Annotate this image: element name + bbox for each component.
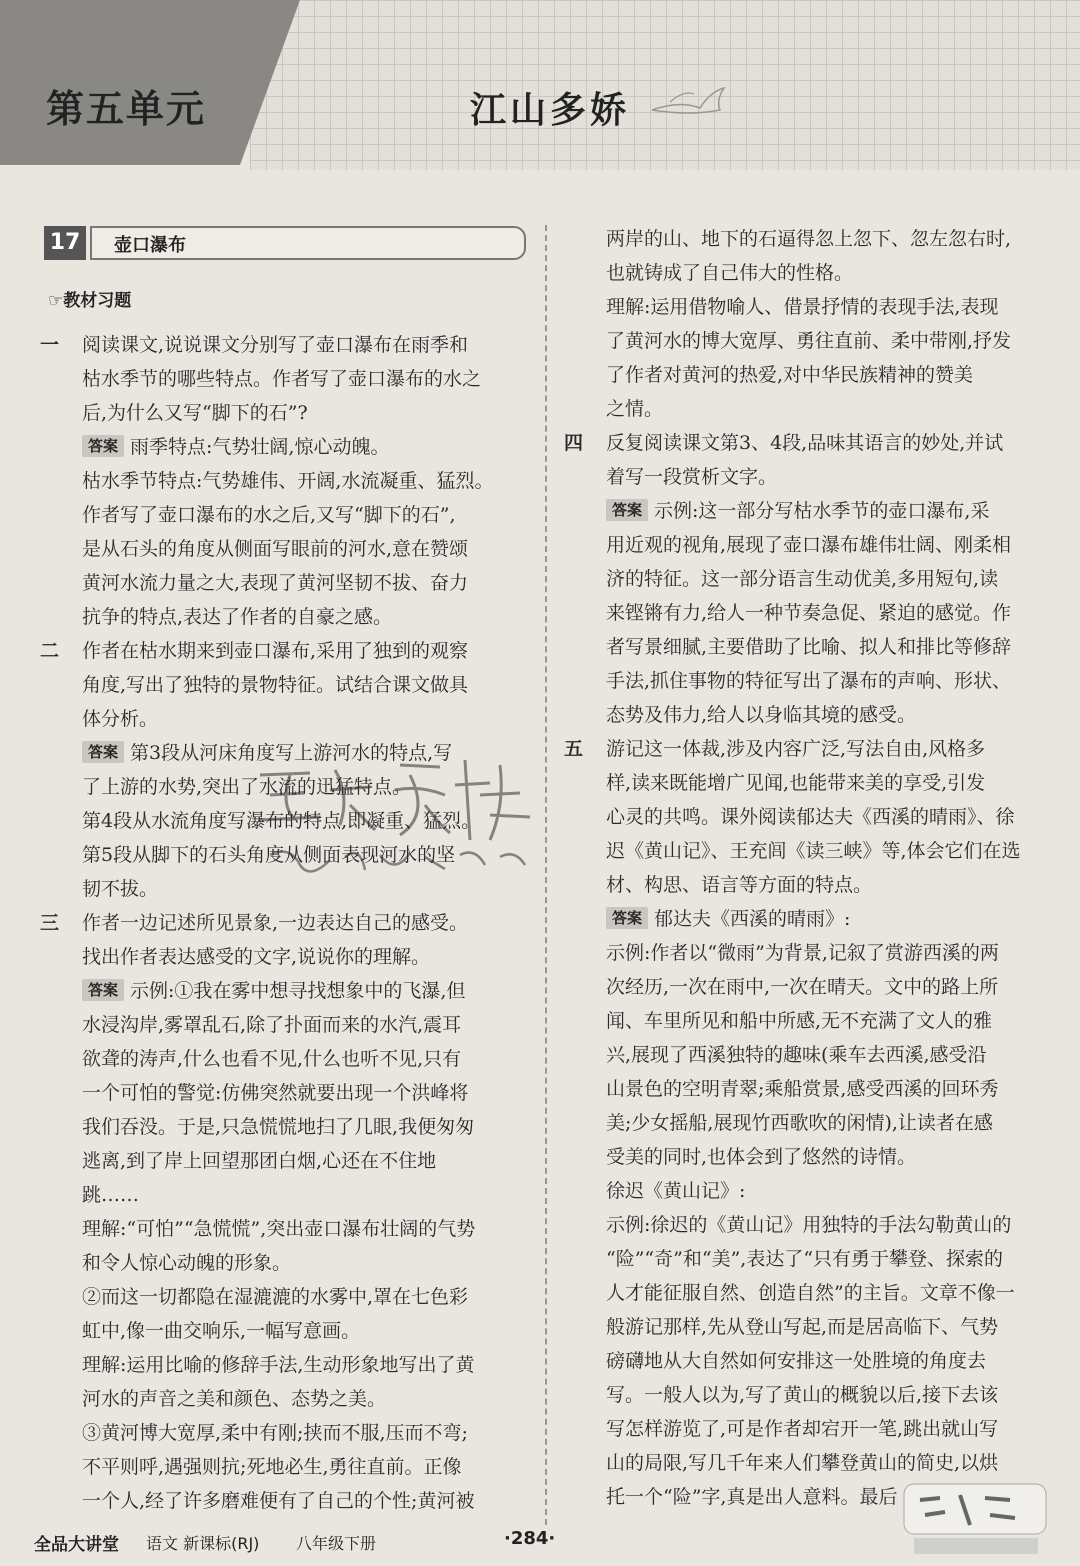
question-text: [82, 328, 530, 430]
answer-line: [82, 1178, 530, 1212]
answer-line: [82, 1042, 530, 1076]
answer-line: [606, 1412, 1050, 1446]
answer-text: 跳……: [82, 1184, 140, 1206]
answer-text: 用近观的视角,展现了壶口瀑布雄伟壮阔、刚柔相: [606, 534, 1012, 556]
question-line: 枯水季节的哪些特点。作者写了壶口瀑布的水之: [82, 368, 482, 390]
answer-text: 理解:运用比喻的修辞手法,生动形象地写出了黄: [82, 1354, 475, 1376]
answer-text: 示例:徐迟的《黄山记》用独特的手法勾勒黄山的: [606, 1214, 1012, 1236]
answer-line: [606, 630, 1050, 664]
answer-text: 来铿锵有力,给人一种节奏急促、紧迫的感觉。作: [606, 602, 1012, 624]
question-text: [82, 906, 530, 974]
answer-text: 虹中,像一曲交响乐,一幅写意画。: [82, 1320, 361, 1342]
answer-text: ②而这一切都隐在湿漉漉的水雾中,罩在七色彩: [82, 1286, 469, 1308]
answer-text: 和令人惊心动魄的形象。: [82, 1252, 292, 1274]
section-title-text: 教材习题: [63, 291, 132, 311]
answer-line: [82, 464, 530, 498]
answer-tag: 答案: [82, 435, 124, 457]
answer-tag: 答案: [82, 741, 124, 763]
answer-text: 一个可怕的警觉:仿佛突然就要出现一个洪峰将: [82, 1082, 469, 1104]
question-text: [606, 732, 1050, 902]
lesson-number: 17: [44, 226, 86, 260]
answer-text: 不平则呼,遇强则抗;死地必生,勇往直前。正像: [82, 1456, 462, 1478]
answer-text: 手法,抓住事物的特征写出了瀑布的声响、形状、: [606, 670, 1012, 692]
answer-text: 第5段从脚下的石头角度从侧面表现河水的坚: [82, 844, 456, 866]
footer-subject: 语文 新课标(RJ): [146, 1534, 260, 1553]
question-line: 作者在枯水期来到壶口瀑布,采用了独到的观察: [82, 640, 469, 662]
answer-line: 也就铸成了自己伟大的性格。: [606, 262, 854, 284]
answer-line: 之情。: [606, 398, 664, 420]
answer-line: 了黄河水的博大宽厚、勇往直前、柔中带刚,抒发: [606, 330, 1012, 352]
answer-text: 闻、车里所见和船中所感,无不充满了文人的雅: [606, 1010, 993, 1032]
question-line: 角度,写出了独特的景物特征。试结合课文做具: [82, 674, 469, 696]
answer-line: [82, 1212, 530, 1246]
question-number: 一: [40, 334, 60, 356]
answer-line: [82, 1416, 530, 1450]
answer-line: [82, 600, 530, 634]
answer-text: 水浸沟岸,雾罩乱石,除了扑面而来的水汽,震耳: [82, 1014, 462, 1036]
question-line: 体分析。: [82, 708, 159, 730]
answer-text: 次经历,一次在雨中,一次在晴天。文中的路上所: [606, 976, 999, 998]
answer-text: 写怎样游览了,可是作者却宕开一笔,跳出就山写: [606, 1418, 999, 1440]
answer-line: [606, 1378, 1050, 1412]
handwritten-watermark: [250, 745, 540, 895]
footer: [34, 1530, 1044, 1560]
question-line: 找出作者表达感受的文字,说说你的理解。: [82, 946, 431, 968]
site-logo: [900, 1480, 1050, 1560]
answer-line: [82, 1484, 530, 1518]
answer-text: 雨季特点:气势壮阔,惊心动魄。: [130, 436, 390, 458]
right-column: [564, 222, 1050, 1514]
answer-line: [606, 902, 1050, 936]
question-line: 样,读来既能增广见闻,也能带来美的享受,引发: [606, 772, 986, 794]
question-block: [40, 328, 530, 430]
answer-line: [82, 532, 530, 566]
answer-text: 写。一般人以为,写了黄山的概貌以后,接下去该: [606, 1384, 999, 1406]
answer-line: [606, 1140, 1050, 1174]
answer-text: 抗争的特点,表达了作者的自豪之感。: [82, 606, 393, 628]
answer-line: [606, 1310, 1050, 1344]
answer-line: [82, 1110, 530, 1144]
answer-text: 兴,展现了西溪独特的趣味(乘车去西溪,感受沿: [606, 1044, 987, 1066]
answer-line: [82, 1280, 530, 1314]
question-line: 着写一段赏析文字。: [606, 466, 778, 488]
question-number: 三: [40, 912, 60, 934]
answer-line: [606, 1038, 1050, 1072]
question-line: 阅读课文,说说课文分别写了壶口瀑布在雨季和: [82, 334, 469, 356]
answer-text: 美;少女摇船,展现竹西歌吹的闲情),让读者在感: [606, 1112, 993, 1134]
answer-line: 理解:运用借物喻人、借景抒情的表现手法,表现: [606, 296, 999, 318]
answer-line: [82, 566, 530, 600]
answer-line: 两岸的山、地下的石逼得忽上忽下、忽左忽右时,: [606, 228, 1012, 250]
answer-line: [606, 562, 1050, 596]
answer-text: 示例:①我在雾中想寻找想象中的飞瀑,但: [130, 980, 466, 1002]
answer-text: 了上游的水势,突出了水流的迅猛特点。: [82, 776, 412, 798]
answer-line: 了作者对黄河的热爱,对中华民族精神的赞美: [606, 364, 974, 386]
question-line: 心灵的共鸣。课外阅读郁达夫《西溪的晴雨》、徐: [606, 806, 1015, 828]
answer-line: [82, 1008, 530, 1042]
question-line: 材、构思、语言等方面的特点。: [606, 874, 873, 896]
answer-line: [606, 936, 1050, 970]
answer-tag: 答案: [606, 499, 648, 521]
answer-line: [606, 596, 1050, 630]
answer-line: [82, 1314, 530, 1348]
section-title: ☞教材习题: [48, 291, 132, 311]
answer-line: [606, 528, 1050, 562]
answer-block: [564, 902, 1050, 1514]
answer-tag: 答案: [82, 979, 124, 1001]
question-block: [40, 634, 530, 736]
answer-line: [606, 1344, 1050, 1378]
answer-text: 第4段从水流角度写瀑布的特点,即凝重、猛烈。: [82, 810, 481, 832]
answer-text: “险”“奇”和“美”,表达了“只有勇于攀登、探索的: [606, 1248, 1004, 1270]
column-divider: [545, 225, 547, 1525]
answer-line: [606, 1276, 1050, 1310]
question-line: 迟《黄山记》、王充闾《读三峡》等,体会它们在选: [606, 840, 1021, 862]
answer-text: 我们吞没。于是,只急慌慌地扫了几眼,我便匆匆: [82, 1116, 475, 1138]
question-text: [82, 634, 530, 736]
bird-decoration-icon: [650, 80, 730, 120]
question-block: [564, 732, 1050, 902]
page-number: ·284·: [504, 1528, 556, 1549]
question-line: 反复阅读课文第3、4段,品味其语言的妙处,并试: [606, 432, 1004, 454]
question-line: 后,为什么又写“脚下的石”?: [82, 402, 308, 424]
question-number: 五: [564, 738, 584, 760]
answer-line: [82, 974, 530, 1008]
footer-brand: 全品大讲堂: [34, 1535, 119, 1555]
question-number: 二: [40, 640, 60, 662]
question-line: 作者一边记述所见景象,一边表达自己的感受。: [82, 912, 469, 934]
answer-text: 是从石头的角度从侧面写眼前的河水,意在赞颂: [82, 538, 469, 560]
answer-line: [606, 1242, 1050, 1276]
footer-grade: 八年级下册: [296, 1534, 377, 1553]
answer-line: [606, 1208, 1050, 1242]
answer-line: [606, 1072, 1050, 1106]
answer-line: [82, 1450, 530, 1484]
answer-text: 般游记那样,先从登山写起,而是居高临下、气势: [606, 1316, 999, 1338]
answer-block: [40, 974, 530, 1518]
answer-line: [82, 1382, 530, 1416]
answer-text: 河水的声音之美和颜色、态势之美。: [82, 1388, 387, 1410]
answer-text: 作者写了壶口瀑布的水之后,又写“脚下的石”,: [82, 504, 456, 526]
answer-block: [40, 430, 530, 634]
answer-line: [82, 1246, 530, 1280]
answer-line: [606, 1446, 1050, 1480]
answer-text: 逃离,到了岸上回望那团白烟,心还在不住地: [82, 1150, 437, 1172]
answer-line: [606, 970, 1050, 1004]
unit-label: 第五单元: [46, 86, 207, 131]
answer-text: 韧不拔。: [82, 878, 159, 900]
answer-text: 济的特征。这一部分语言生动优美,多用短句,读: [606, 568, 999, 590]
answer-text: 人才能征服自然、创造自然”的主旨。文章不像一: [606, 1282, 1015, 1304]
answer-line: [82, 1144, 530, 1178]
answer-tag: 答案: [606, 907, 648, 929]
answer-line: [82, 1348, 530, 1382]
unit-title: 江山多娇: [470, 89, 631, 131]
question-number: 四: [564, 432, 584, 454]
question-text: [606, 426, 1050, 494]
answer-text: 理解:“可怕”“急慌慌”,突出壶口瀑布壮阔的气势: [82, 1218, 476, 1240]
answer-text: 山的局限,写几千年来人们攀登黄山的简史,以烘: [606, 1452, 999, 1474]
answer-text: 托一个“险”字,真是出人意料。最后: [606, 1486, 898, 1508]
left-column: [40, 328, 530, 1518]
answer-text: 者写景细腻,主要借助了比喻、拟人和排比等修辞: [606, 636, 1012, 658]
answer-text: 示例:这一部分写枯水季节的壶口瀑布,采: [654, 500, 990, 522]
lesson-title: 壶口瀑布: [114, 235, 186, 256]
answer-text: 第3段从河床角度写上游河水的特点,写: [130, 742, 453, 764]
answer-line: [82, 430, 530, 464]
answer-block: [564, 494, 1050, 732]
lesson-header: [44, 226, 524, 260]
answer-line: [606, 494, 1050, 528]
answer-text: ③黄河博大宽厚,柔中有刚;挟而不服,压而不弯;: [82, 1422, 468, 1444]
answer-text: 黄河水流力量之大,表现了黄河坚韧不拔、奋力: [82, 572, 469, 594]
answer-line: [82, 498, 530, 532]
question-line: 游记这一体裁,涉及内容广泛,写法自由,风格多: [606, 738, 986, 760]
answer-text: 郁达夫《西溪的晴雨》:: [654, 908, 851, 930]
answer-line: [606, 1106, 1050, 1140]
question-block: [564, 426, 1050, 494]
answer-text: 受美的同时,也体会到了悠然的诗情。: [606, 1146, 917, 1168]
answer-text: 徐迟《黄山记》:: [606, 1180, 746, 1202]
question-block: [40, 906, 530, 974]
answer-text: 山景色的空明青翠;乘船赏景,感受西溪的回环秀: [606, 1078, 999, 1100]
answer-line: [82, 1076, 530, 1110]
answer-line: [606, 698, 1050, 732]
answer-line: [606, 664, 1050, 698]
answer-text: 一个人,经了许多磨难便有了自己的个性;黄河被: [82, 1490, 475, 1512]
answer-text: 磅礴地从大自然如何安排这一处胜境的角度去: [606, 1350, 987, 1372]
continued-answer: [564, 222, 1050, 426]
answer-line: [606, 1174, 1050, 1208]
answer-line: [606, 1004, 1050, 1038]
answer-text: 态势及伟力,给人以身临其境的感受。: [606, 704, 917, 726]
answer-text: 欲聋的涛声,什么也看不见,什么也听不见,只有: [82, 1048, 462, 1070]
answer-text: 示例:作者以“微雨”为背景,记叙了赏游西溪的两: [606, 942, 999, 964]
answer-text: 枯水季节特点:气势雄伟、开阔,水流凝重、猛烈。: [82, 470, 494, 492]
